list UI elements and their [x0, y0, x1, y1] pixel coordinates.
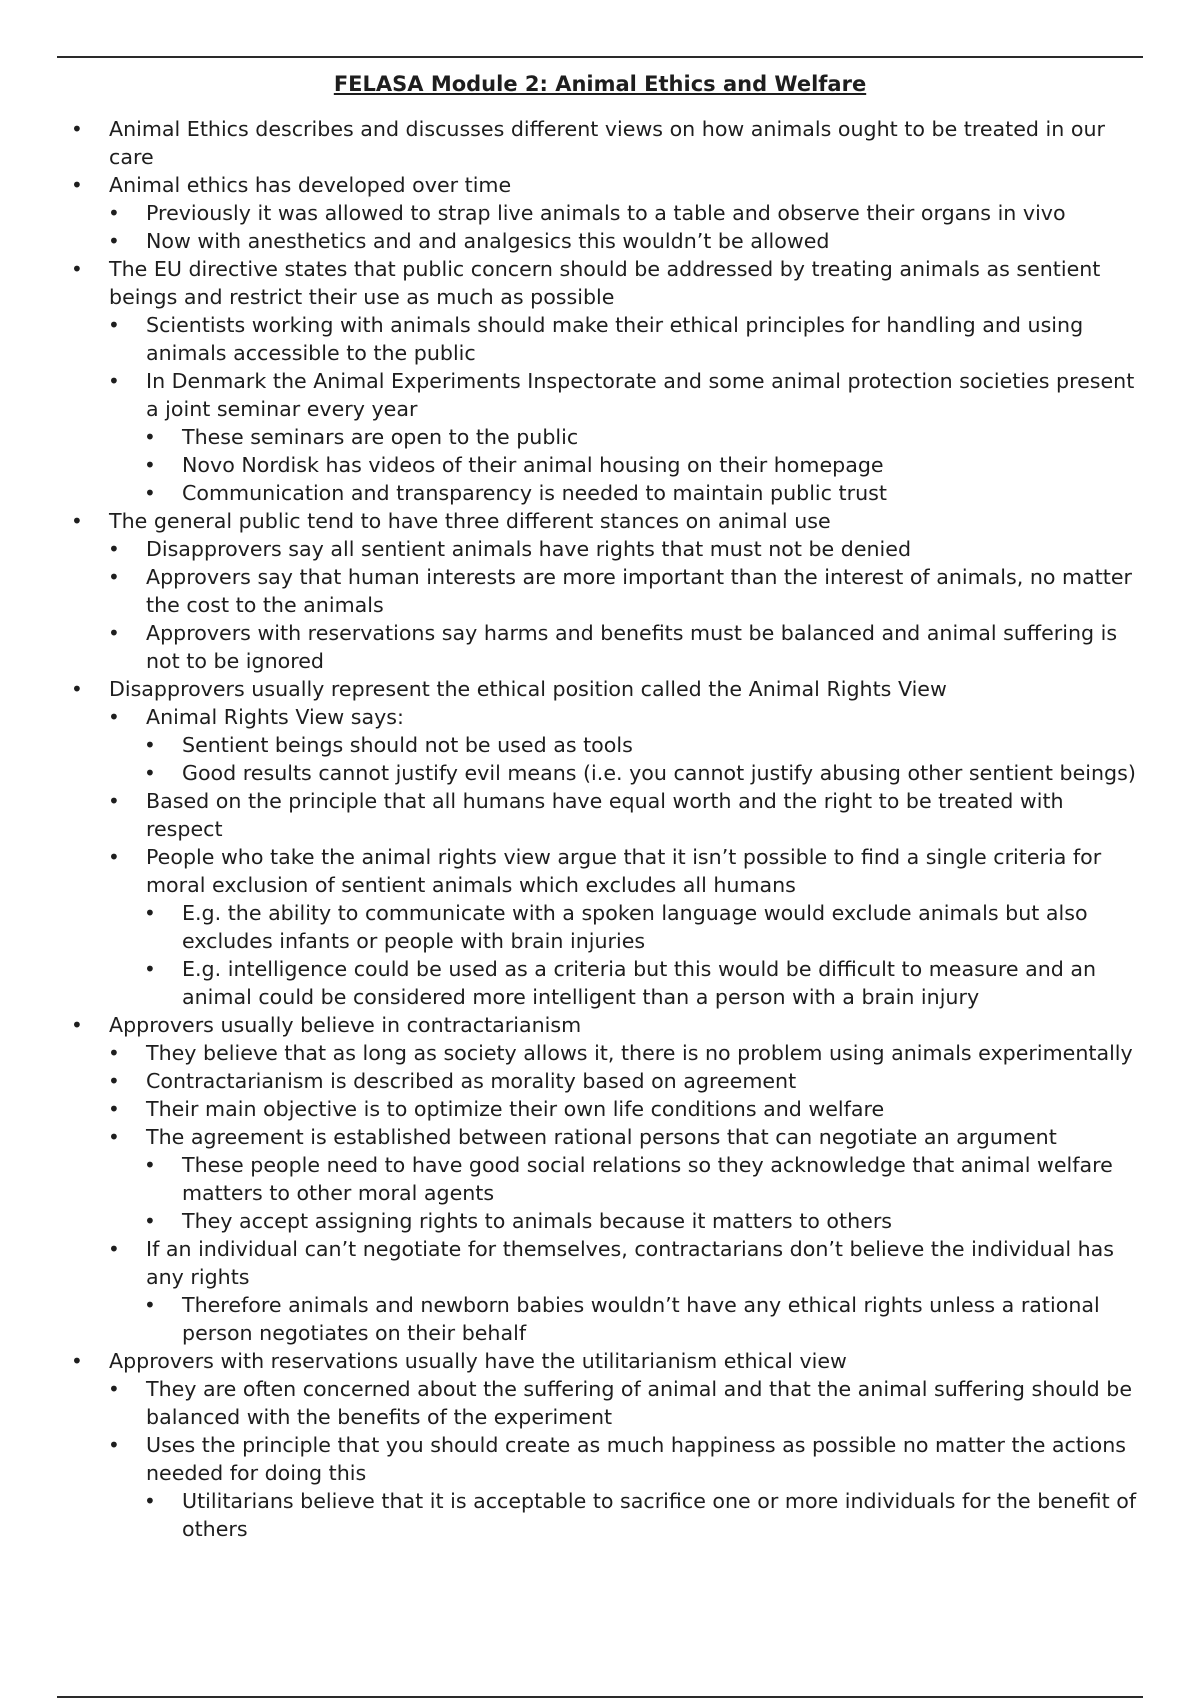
sub-sub-bullet-item: • E.g. intelligence could be used as a criteria but this would be difficult to measure and an animal could be considered more intelligent than a person with a brain injury — [0, 955, 1140, 1011]
notes-body — [0, 115, 1200, 1543]
sub-sub-bullet-item: • These seminars are open to the public — [0, 423, 1140, 451]
sub-bullet-item: • In Denmark the Animal Experiments Inspectorate and some animal protection societies present a joint seminar every year — [0, 367, 1136, 423]
sub-bullet-item: • Now with anesthetics and and analgesics this wouldn’t be allowed — [0, 227, 1136, 255]
sub-sub-bullet-item: • Sentient beings should not be used as tools — [0, 731, 1140, 759]
bullet-item: • The EU directive states that public concern should be addressed by treating animals as sentient beings and restrict their use as much as possible — [0, 255, 1122, 311]
bottom-divider — [57, 1696, 1143, 1698]
sub-bullet-item: • Previously it was allowed to strap live animals to a table and observe their organs in vivo — [0, 199, 1136, 227]
bullet-item: • Approvers with reservations usually have the utilitarianism ethical view — [0, 1347, 1122, 1375]
bullet-item: • Animal Ethics describes and discusses different views on how animals ought to be treated in our care — [0, 115, 1122, 171]
sub-bullet-item: • They believe that as long as society allows it, there is no problem using animals experimentally — [0, 1039, 1136, 1067]
sub-sub-bullet-item: • Novo Nordisk has videos of their animal housing on their homepage — [0, 451, 1140, 479]
sub-bullet-item: • Animal Rights View says: — [0, 703, 1136, 731]
sub-bullet-item: • Disapprovers say all sentient animals have rights that must not be denied — [0, 535, 1136, 563]
sub-sub-bullet-item: • Communication and transparency is needed to maintain public trust — [0, 479, 1140, 507]
sub-sub-bullet-item: • These people need to have good social relations so they acknowledge that animal welfare matters to other moral agents — [0, 1151, 1140, 1207]
sub-bullet-item: • Contractarianism is described as morality based on agreement — [0, 1067, 1136, 1095]
sub-bullet-item: • Uses the principle that you should create as much happiness as possible no matter the actions needed for doing this — [0, 1431, 1136, 1487]
sub-bullet-item: • Approvers with reservations say harms and benefits must be balanced and animal suffering is not to be ignored — [0, 619, 1136, 675]
sub-sub-bullet-item: • They accept assigning rights to animals because it matters to others — [0, 1207, 1140, 1235]
bullet-item: • Approvers usually believe in contractarianism — [0, 1011, 1122, 1039]
sub-sub-bullet-item: • Therefore animals and newborn babies wouldn’t have any ethical rights unless a rational person negotiates on their behalf — [0, 1291, 1140, 1347]
sub-sub-bullet-item: • E.g. the ability to communicate with a spoken language would exclude animals but also excludes infants or people with brain injuries — [0, 899, 1140, 955]
sub-sub-bullet-item: • Utilitarians believe that it is acceptable to sacrifice one or more individuals for the benefit of others — [0, 1487, 1140, 1543]
top-divider — [57, 56, 1143, 58]
sub-bullet-item: • Scientists working with animals should make their ethical principles for handling and using animals accessible to the public — [0, 311, 1136, 367]
sub-sub-bullet-item: • Good results cannot justify evil means (i.e. you cannot justify abusing other sentient beings) — [0, 759, 1140, 787]
sub-bullet-item: • Their main objective is to optimize their own life conditions and welfare — [0, 1095, 1136, 1123]
sub-bullet-item: • Approvers say that human interests are more important than the interest of animals, no matter the cost to the animals — [0, 563, 1136, 619]
bullet-item: • The general public tend to have three different stances on animal use — [0, 507, 1122, 535]
sub-bullet-item: • If an individual can’t negotiate for themselves, contractarians don’t believe the individual has any rights — [0, 1235, 1136, 1291]
sub-bullet-item: • The agreement is established between rational persons that can negotiate an argument — [0, 1123, 1136, 1151]
sub-bullet-item: • They are often concerned about the suffering of animal and that the animal suffering should be balanced with the benefits of the experiment — [0, 1375, 1136, 1431]
bullet-item: • Disapprovers usually represent the ethical position called the Animal Rights View — [0, 675, 1122, 703]
bullet-item: • Animal ethics has developed over time — [0, 171, 1122, 199]
document-title: FELASA Module 2: Animal Ethics and Welfare — [333, 72, 867, 96]
bullet-list — [0, 115, 1200, 1543]
sub-bullet-item: • People who take the animal rights view argue that it isn’t possible to find a single criteria for moral exclusion of sentient animals which excludes all humans — [0, 843, 1136, 899]
sub-bullet-item: • Based on the principle that all humans have equal worth and the right to be treated with respect — [0, 787, 1136, 843]
